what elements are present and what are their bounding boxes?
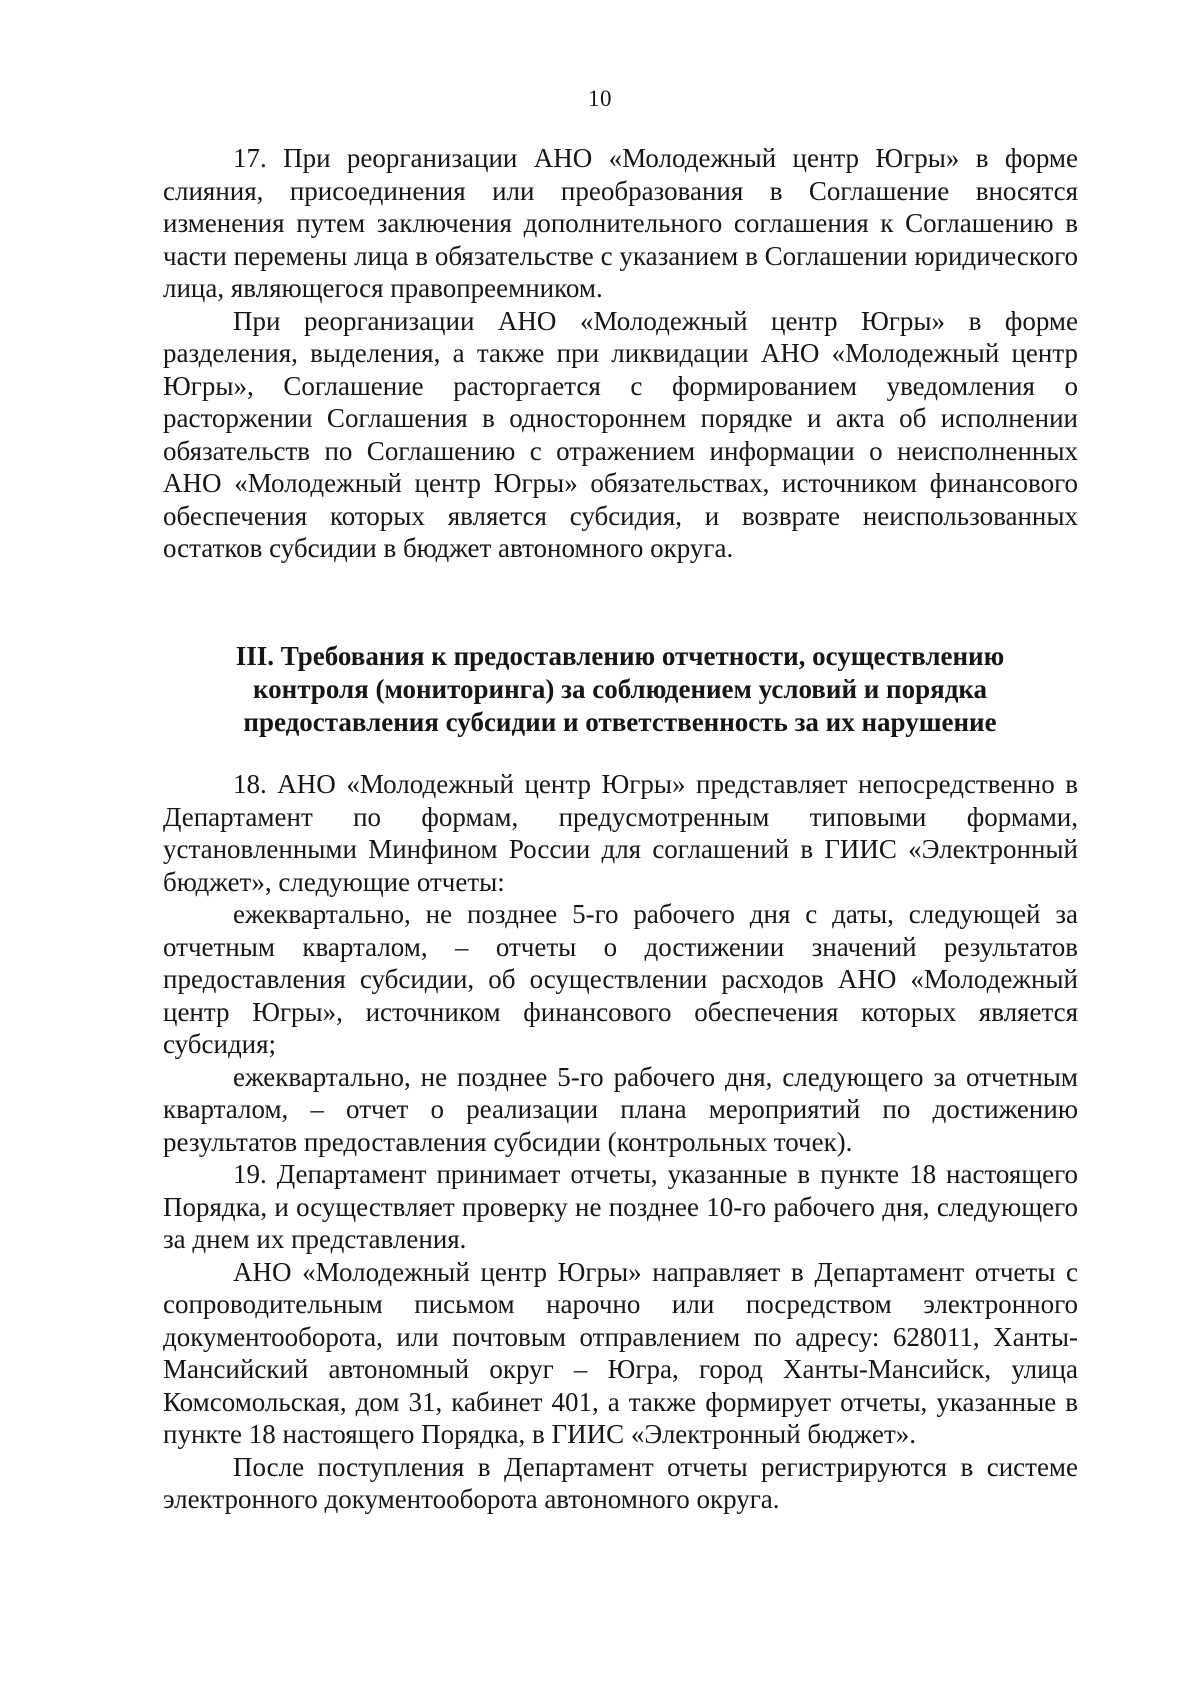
paragraph-17: 17. При реорганизации АНО «Молодежный центр Югры» в форме слияния, присоединения или преобразования в Соглашение вносятся изменения путем заключения дополнительного соглашения к Соглашению в части перемены лица в обязательстве с указанием в Соглашении юридического лица, являющегося правопреемником. [163,143,1078,303]
section-heading [160,640,1080,739]
paragraph-19: 19. Департамент принимает отчеты, указанные в пункте 18 настоящего Порядка, и осуществляет проверку не позднее 10-го рабочего дня, следующего за днем их представления. [163,1159,1078,1254]
text-block-top [163,142,1078,565]
section-heading-line-3: предоставления субсидии и ответственность за их нарушение [243,707,997,737]
paragraph-19-submission: АНО «Молодежный центр Югры» направляет в Департамент отчеты с сопроводительным письмом нарочно или посредством электронного документооборота, или почтовым отправлением по адресу: 628011, Ханты-Мансийский автономный округ – Югра, город Ханты-Мансийск, улица Комсомольская, дом 31, кабинет 401, а также формирует отчеты, указанные в пункте 18 настоящего Порядка, в ГИИС «Электронный бюджет». [163,1256,1078,1449]
section-heading-line-2: контроля (мониторинга) за соблюдением условий и порядка [252,674,988,704]
paragraph-18: 18. АНО «Молодежный центр Югры» представляет непосредственно в Департамент по формам, предусмотренным типовыми формами, установленными Минфином России для соглашений в ГИИС «Электронный бюджет», следующие отчеты: [163,769,1078,897]
paragraph-17-reorganization: При реорганизации АНО «Молодежный центр Югры» в форме разделения, выделения, а также при ликвидации АНО «Молодежный центр Югры», Соглашение расторгается с формированием уведомления о расторжении Соглашения в одностороннем порядке и акта об исполнении обязательств по Соглашению с отражением информации о неисполненных АНО «Молодежный центр Югры» обязательствах, источником финансового обеспечения которых является субсидия, и возврате неиспользованных остатков субсидии в бюджет автономного округа. [163,305,1078,563]
paragraph-19-registration: После поступления в Департамент отчеты регистрируются в системе электронного документооборота автономного округа. [163,1451,1078,1514]
text-block-bottom [163,768,1078,1516]
page-number: 10 [588,86,612,111]
section-heading-line-1: III. Требования к предоставлению отчетности, осуществлению [235,641,1005,671]
paragraph-18-quarterly-plan: ежеквартально, не позднее 5-го рабочего дня, следующего за отчетным кварталом, – отчет о реализации плана мероприятий по достижению результатов предоставления субсидии (контрольных точек). [163,1061,1078,1157]
paragraph-18-quarterly-results: ежеквартально, не позднее 5-го рабочего дня с даты, следующей за отчетным кварталом, – отчеты о достижении значений результатов предоставления субсидии, об осуществлении расходов АНО «Молодежный центр Югры», источником финансового обеспечения которых является субсидия; [163,899,1078,1059]
